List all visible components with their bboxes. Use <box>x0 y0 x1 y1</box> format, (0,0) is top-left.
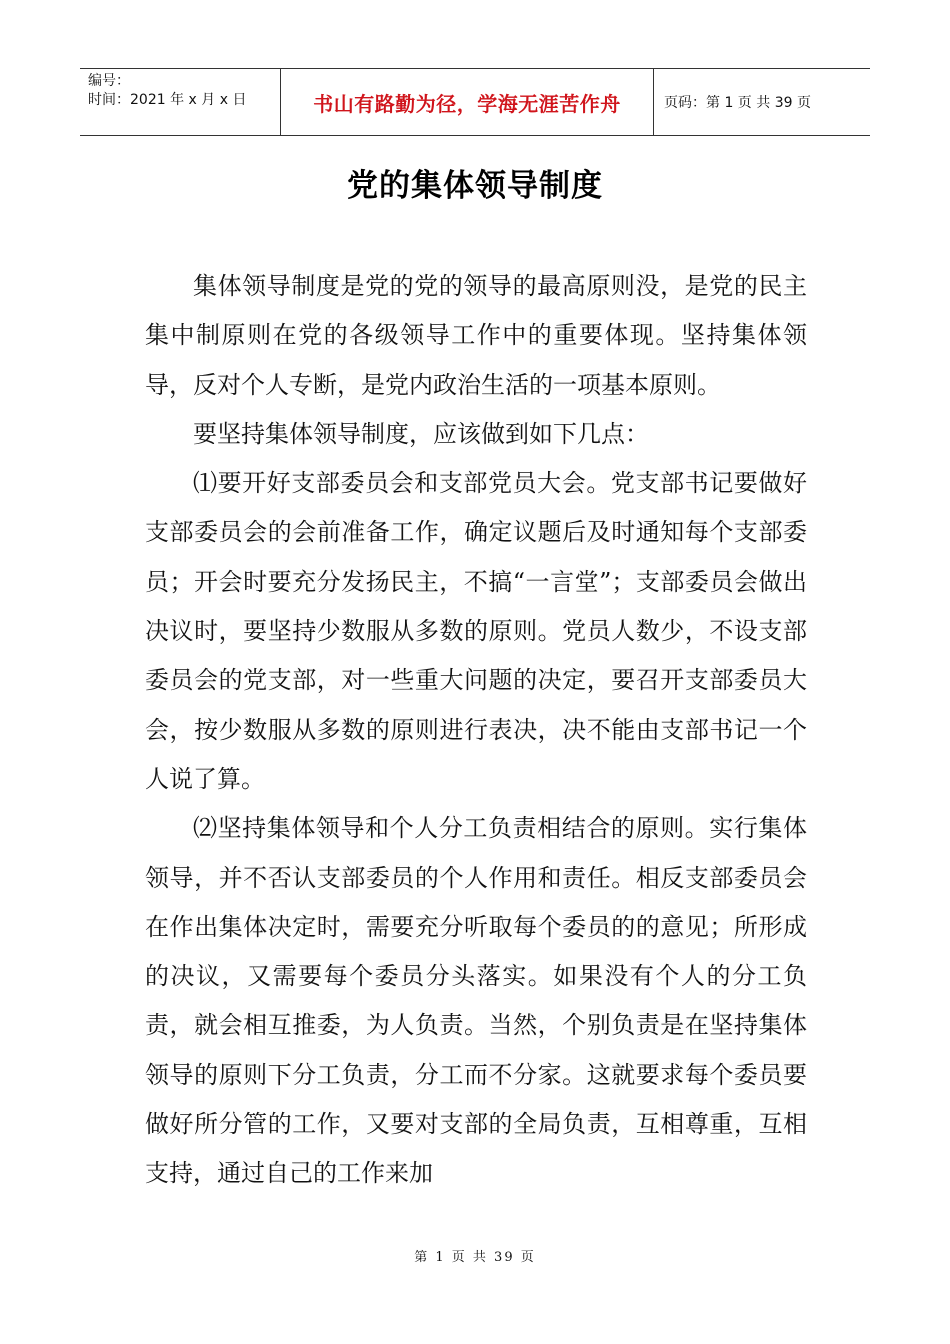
document-header <box>80 68 870 136</box>
paragraph: 集体领导制度是党的党的领导的最高原则没，是党的民主集中制原则在党的各级领导工作中的重要体现。坚持集体领导，反对个人专断，是党内政治生活的一项基本原则。 <box>145 272 807 399</box>
header-page-info: 页码：第 1 页 共 39 页 <box>664 95 811 111</box>
paragraph: ⑴要开好支部委员会和支部党员大会。党支部书记要做好支部委员会的会前准备工作，确定议题后及时通知每个支部委员；开会时要充分发扬民主，不搞“一言堂”；支部委员会做出决议时，要坚持少数服从多数的原则。党员人数少，不设支部委员会的党支部，对一些重大问题的决定，要召开支部委员大会，按少数服从多数的原则进行表决，决不能由支部书记一个人说了算。 <box>145 469 807 793</box>
document-body <box>145 262 807 1199</box>
page-footer: 第 1 页 共 39 页 <box>414 1250 536 1265</box>
header-date: 时间：2021 年 x 月 x 日 <box>88 92 247 108</box>
paragraph: ⑵坚持集体领导和个人分工负责相结合的原则。实行集体领导，并不否认支部委员的个人作用和责任。相反支部委员会在作出集体决定时，需要充分听取每个委员的的意见；所形成的决议，又需要每个委员分头落实。如果没有个人的分工负责，就会相互推委，为人负责。当然，个别负责是在坚持集体领导的原则下分工负责，分工而不分家。这就要求每个委员要做好所分管的工作，又要对支部的全局负责，互相尊重，互相支持，通过自己的工作来加 <box>145 814 807 1188</box>
header-motto: 书山有路勤为径，学海无涯苦作舟 <box>281 69 654 135</box>
paragraph: 要坚持集体领导制度，应该做到如下几点： <box>193 419 649 448</box>
header-meta-cell <box>80 69 281 135</box>
header-number-label: 编号： <box>88 73 130 89</box>
document-title: 党的集体领导制度 <box>347 168 603 204</box>
